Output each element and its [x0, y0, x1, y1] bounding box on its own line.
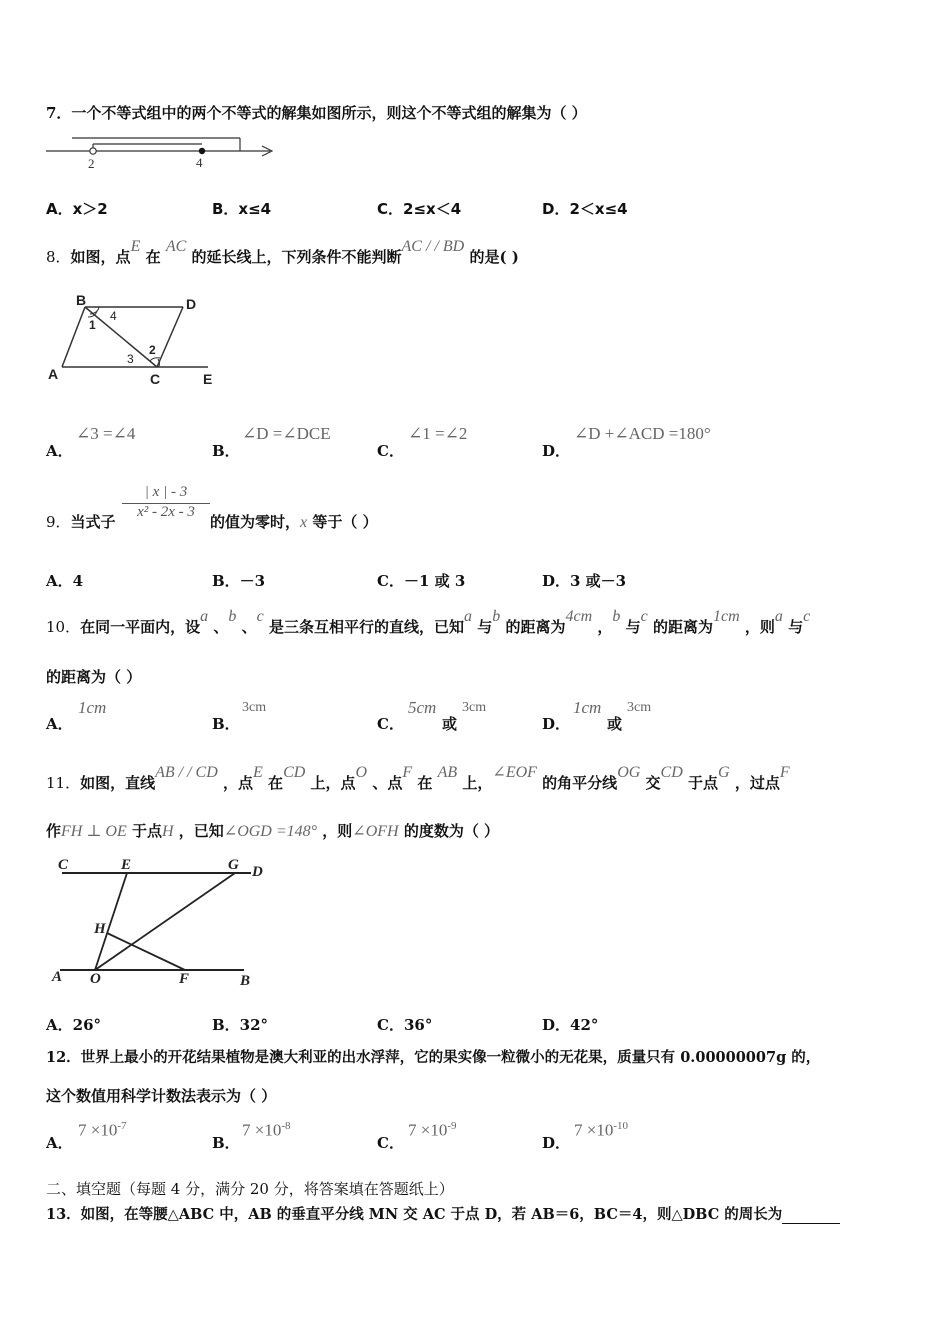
- q8-option-c-letter[interactable]: C．: [377, 442, 404, 460]
- svg-text:E: E: [203, 371, 213, 387]
- q10-option-c[interactable]: 5cm: [408, 698, 437, 717]
- number-line-figure: [44, 133, 276, 175]
- q12-option-a-letter[interactable]: A．: [46, 1134, 73, 1152]
- number-line-label-2: 2: [88, 156, 95, 171]
- svg-text:A: A: [52, 969, 63, 985]
- q12-option-d-letter[interactable]: D．: [542, 1134, 571, 1152]
- q11-option-b[interactable]: B．32°: [212, 1016, 269, 1034]
- q12-option-b-letter[interactable]: B．: [212, 1134, 240, 1152]
- q7-option-b[interactable]: B．x≤4: [212, 200, 272, 218]
- parallelogram-figure: [46, 293, 221, 388]
- svg-text:2: 2: [149, 343, 156, 357]
- question-9-stem-tail: 的值为零时，x 等于（ ）: [210, 513, 378, 531]
- section-2-heading: 二、填空题（每题 4 分，满分 20 分，将答案填在答题纸上）: [46, 1180, 454, 1198]
- q12-option-c[interactable]: $7 \times 10^{-9}$: [408, 1120, 457, 1140]
- q10-option-c-letter[interactable]: C．: [377, 715, 404, 733]
- q8-option-d-letter[interactable]: D．: [542, 442, 571, 460]
- q10-option-b[interactable]: 3cm: [242, 700, 267, 715]
- question-13-stem: 13．如图，在等腰△ABC 中，AB 的垂直平分线 MN 交 AC 于点 D，若 AB＝6，BC＝4，则△DBC 的周长为: [46, 1203, 840, 1224]
- q11-option-d[interactable]: D．42°: [542, 1016, 599, 1034]
- svg-text:D: D: [186, 296, 197, 312]
- q10-option-c-or: 或: [442, 715, 458, 733]
- svg-text:C: C: [58, 857, 69, 873]
- question-10-stem-line2: 的距离为（ ）: [46, 668, 142, 686]
- question-9-stem: 9．当式子: [46, 513, 116, 531]
- q12-option-c-letter[interactable]: C．: [377, 1134, 404, 1152]
- svg-text:C: C: [150, 371, 161, 387]
- q11-option-c[interactable]: C．36°: [377, 1016, 433, 1034]
- q11-option-a[interactable]: A．26°: [46, 1016, 102, 1034]
- svg-text:G: G: [228, 857, 239, 873]
- q12-option-b[interactable]: $7 \times 10^{-8}$: [242, 1120, 291, 1140]
- q7-option-d[interactable]: D．2＜x≤4: [542, 200, 628, 218]
- parallel-lines-figure: [48, 855, 268, 990]
- svg-text:4: 4: [110, 309, 117, 323]
- q9-option-c[interactable]: C．－1 或 3: [377, 572, 466, 590]
- q12-option-d[interactable]: $7 \times 10^{-10}$: [574, 1120, 629, 1140]
- q7-option-c[interactable]: C．2≤x＜4: [377, 200, 462, 218]
- svg-text:D: D: [252, 864, 263, 880]
- q10-option-a[interactable]: 1cm: [78, 698, 107, 717]
- q8-option-b-letter[interactable]: B．: [212, 442, 240, 460]
- number-line-label-4: 4: [196, 155, 203, 170]
- q10-option-a-letter[interactable]: A．: [46, 715, 73, 733]
- svg-text:F: F: [179, 971, 190, 987]
- q8-option-a-letter[interactable]: A．: [46, 442, 73, 460]
- svg-text:E: E: [121, 857, 132, 873]
- q7-option-a[interactable]: A．x＞2: [46, 200, 108, 218]
- svg-text:B: B: [240, 973, 251, 989]
- svg-text:O: O: [90, 971, 101, 987]
- q9-option-b[interactable]: B．－3: [212, 572, 266, 590]
- svg-text:H: H: [94, 921, 106, 937]
- q10-option-c-alt[interactable]: 3cm: [462, 700, 487, 715]
- svg-text:3: 3: [127, 352, 134, 366]
- q10-option-b-letter[interactable]: B．: [212, 715, 240, 733]
- q10-option-d[interactable]: 1cm: [573, 698, 602, 717]
- question-11-stem: 11．如图，直线AB / / CD ，点E 在CD 上，点O 、点F 在 AB 上，∠EOF 的角平分线OG 交CD 于点G ，过点F: [46, 764, 790, 792]
- question-11-stem-line2: 作FH ⊥ OE 于点H ，已知∠OGD =148° ，则∠OFH 的度数为（ ）: [46, 822, 500, 840]
- q13-answer-blank[interactable]: [782, 1209, 840, 1224]
- question-10-stem: 10．在同一平面内，设a 、b 、c 是三条互相平行的直线，已知a 与b 的距离为4cm ，b 与c 的距离为1cm ，则a 与c: [46, 608, 811, 636]
- q9-option-a[interactable]: A．4: [46, 572, 84, 590]
- question-7-stem: 7．一个不等式组中的两个不等式的解集如图所示，则这个不等式组的解集为（ ）: [46, 104, 587, 122]
- question-12-stem-line2: 这个数值用科学计数法表示为（ ）: [46, 1087, 277, 1105]
- q9-option-d[interactable]: D．3 或－3: [542, 572, 627, 590]
- q8-option-d[interactable]: ∠D +∠ACD =180°: [574, 424, 711, 443]
- q10-option-d-letter[interactable]: D．: [542, 715, 571, 733]
- q9-denominator: x² - 2x - 3: [137, 504, 195, 520]
- q8-option-a[interactable]: ∠3 =∠4: [76, 424, 136, 443]
- q10-option-d-or: 或: [607, 715, 623, 733]
- q9-numerator: | x | - 3: [144, 484, 188, 500]
- svg-text:A: A: [48, 366, 59, 382]
- q12-option-a[interactable]: $7 \times 10^{-7}$: [78, 1120, 127, 1140]
- svg-text:B: B: [76, 292, 87, 308]
- q8-option-c[interactable]: ∠1 =∠2: [408, 424, 468, 443]
- question-8-stem: 8．如图，点E 在 AC 的延长线上，下列条件不能判断AC / / BD 的是( ): [46, 238, 519, 266]
- q10-option-d-alt[interactable]: 3cm: [627, 700, 652, 715]
- svg-text:1: 1: [89, 318, 96, 332]
- q8-option-b[interactable]: ∠D =∠DCE: [242, 424, 331, 443]
- question-12-stem: 12．世界上最小的开花结果植物是澳大利亚的出水浮萍，它的果实像一粒微小的无花果，质量只有 0.00000007g 的，: [46, 1049, 821, 1066]
- q9-fraction: [122, 484, 210, 521]
